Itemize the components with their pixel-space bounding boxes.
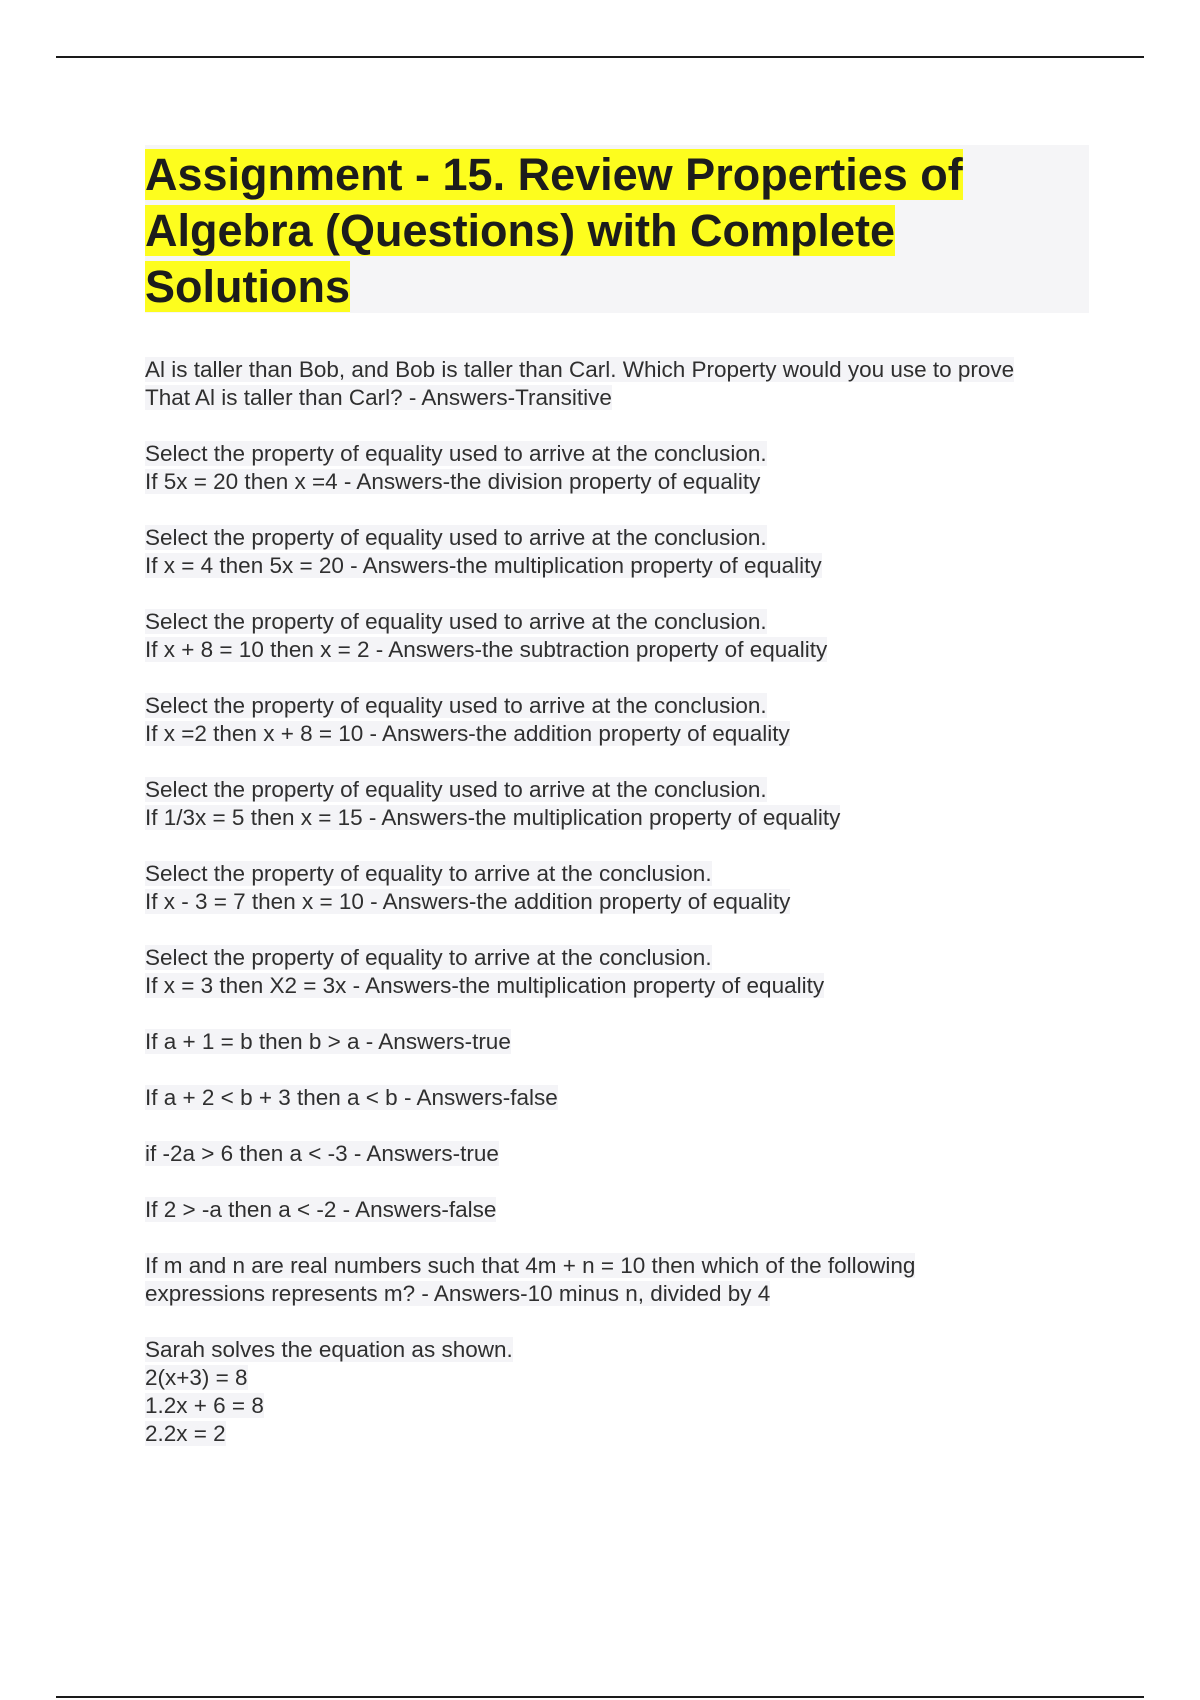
qa-line: Select the property of equality used to arrive at the conclusion.: [145, 609, 767, 634]
qa-line: If 5x = 20 then x =4 - Answers-the division property of equality: [145, 469, 761, 494]
qa-item: [145, 1196, 1105, 1224]
qa-item: [145, 944, 1105, 1000]
qa-line: If a + 2 < b + 3 then a < b - Answers-false: [145, 1085, 558, 1110]
qa-item-equation-steps: [145, 1336, 1105, 1448]
qa-item: [145, 1252, 1105, 1308]
question-answer-list: [145, 356, 1105, 1476]
qa-item: [145, 860, 1105, 916]
qa-item: [145, 1028, 1105, 1056]
qa-line: If x = 3 then X2 = 3x - Answers-the multiplication property of equality: [145, 973, 825, 998]
qa-line: expressions represents m? - Answers-10 minus n, divided by 4: [145, 1281, 771, 1306]
title-line: Algebra (Questions) with Complete: [145, 205, 896, 256]
qa-line: Select the property of equality used to arrive at the conclusion.: [145, 525, 767, 550]
qa-item: [145, 692, 1105, 748]
qa-line: If x + 8 = 10 then x = 2 - Answers-the subtraction property of equality: [145, 637, 828, 662]
qa-line: Sarah solves the equation as shown.: [145, 1337, 513, 1362]
equation-step: 2(x+3) = 8: [145, 1365, 248, 1390]
qa-item: [145, 1140, 1105, 1168]
qa-line: That Al is taller than Carl? - Answers-Transitive: [145, 385, 612, 410]
qa-line: If 1/3x = 5 then x = 15 - Answers-the multiplication property of equality: [145, 805, 841, 830]
top-rule: [56, 56, 1144, 58]
qa-line: If m and n are real numbers such that 4m + n = 10 then which of the following: [145, 1253, 916, 1278]
equation-step: 2.2x = 2: [145, 1421, 226, 1446]
qa-item: [145, 1084, 1105, 1112]
qa-line: If x = 4 then 5x = 20 - Answers-the multiplication property of equality: [145, 553, 822, 578]
qa-item: [145, 776, 1105, 832]
qa-item: [145, 524, 1105, 580]
qa-line: Select the property of equality to arrive at the conclusion.: [145, 945, 712, 970]
bottom-rule: [56, 1696, 1144, 1698]
qa-line: Select the property of equality used to arrive at the conclusion.: [145, 693, 767, 718]
title-block: [145, 145, 1089, 313]
qa-item: [145, 608, 1105, 664]
qa-line: Al is taller than Bob, and Bob is taller than Carl. Which Property would you use to prove: [145, 357, 1015, 382]
document-title: [145, 145, 1089, 315]
qa-item: [145, 356, 1105, 412]
equation-step: 1.2x + 6 = 8: [145, 1393, 264, 1418]
title-line: Solutions: [145, 261, 350, 312]
qa-line: Select the property of equality used to arrive at the conclusion.: [145, 777, 767, 802]
qa-line: Select the property of equality to arrive at the conclusion.: [145, 861, 712, 886]
qa-item: [145, 440, 1105, 496]
qa-line: If x - 3 = 7 then x = 10 - Answers-the addition property of equality: [145, 889, 791, 914]
qa-line: If 2 > -a then a < -2 - Answers-false: [145, 1197, 497, 1222]
qa-line: If x =2 then x + 8 = 10 - Answers-the addition property of equality: [145, 721, 790, 746]
qa-line: if -2a > 6 then a < -3 - Answers-true: [145, 1141, 499, 1166]
qa-line: If a + 1 = b then b > a - Answers-true: [145, 1029, 511, 1054]
title-line: Assignment - 15. Review Properties of: [145, 149, 963, 200]
qa-line: Select the property of equality used to arrive at the conclusion.: [145, 441, 767, 466]
